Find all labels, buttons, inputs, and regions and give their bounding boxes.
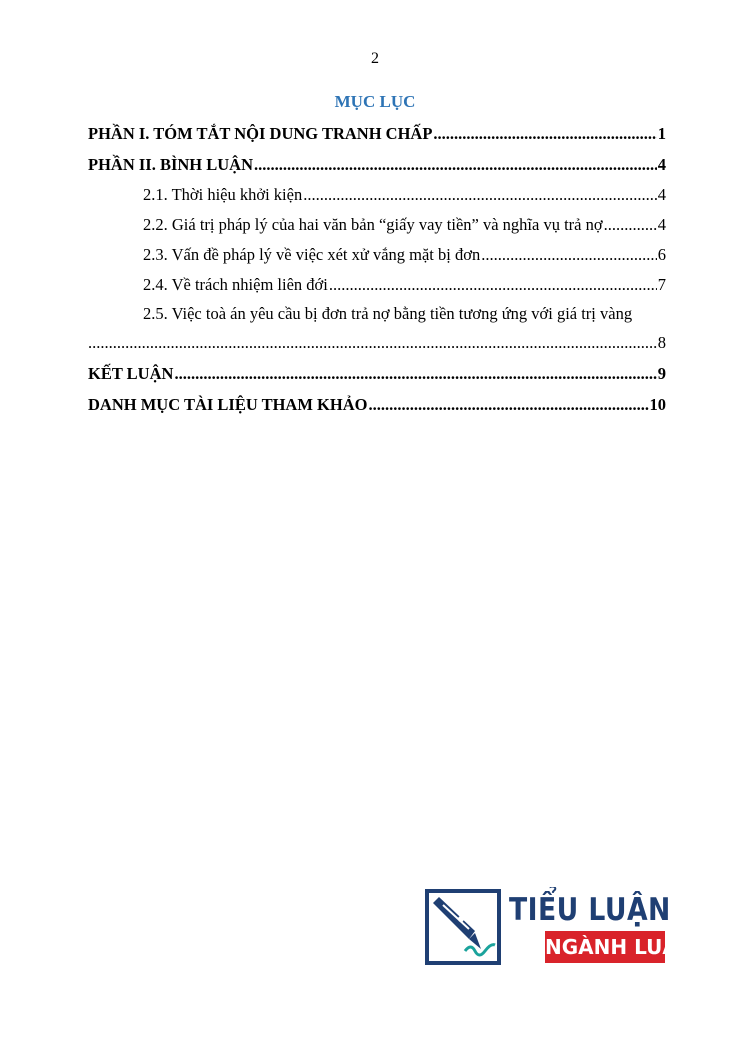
dot-leader — [254, 149, 657, 180]
toc-entry-page: 7 — [657, 275, 666, 294]
toc-entry-part-1[interactable] — [88, 118, 666, 149]
toc-entry-label: 2.5. Việc toà án yêu cầu bị đơn trả nợ bằng tiền tương ứng với giá trị vàng — [143, 304, 633, 323]
toc-entry-label: DANH MỤC TÀI LIỆU THAM KHẢO — [88, 395, 368, 414]
toc-entry-label: 2.4. Về trách nhiệm liên đới — [143, 275, 328, 294]
toc-entry-references[interactable] — [88, 389, 666, 420]
table-of-contents — [88, 118, 666, 420]
toc-entry-label: 2.1. Thời hiệu khởi kiện — [143, 185, 303, 204]
toc-entry-conclusion[interactable] — [88, 358, 666, 389]
toc-entry-page: 4 — [657, 155, 666, 174]
dot-leader — [604, 210, 657, 240]
toc-entry-page: 4 — [657, 185, 666, 204]
toc-entry-2-1[interactable] — [88, 180, 666, 210]
dot-leader — [303, 180, 657, 210]
toc-entry-page: 9 — [657, 364, 666, 383]
toc-entry-2-2[interactable] — [88, 210, 666, 240]
dot-leader — [481, 240, 657, 270]
page-number: 2 — [371, 50, 379, 67]
toc-entry-page: 8 — [657, 333, 666, 352]
toc-entry-label: PHẦN II. BÌNH LUẬN — [88, 155, 254, 174]
toc-entry-label: 2.3. Vấn đề pháp lý về việc xét xử vắng mặt bị đơn — [143, 245, 481, 264]
toc-entry-part-2[interactable] — [88, 149, 666, 180]
toc-entry-label: KẾT LUẬN — [88, 364, 174, 383]
toc-entry-label: 2.2. Giá trị pháp lý của hai văn bản “giấy vay tiền” và nghĩa vụ trả nợ — [143, 215, 603, 234]
dot-leader — [433, 118, 656, 149]
toc-title: MỤC LỤC — [334, 92, 416, 111]
toc-entry-page: 6 — [657, 245, 666, 264]
dot-leader — [368, 389, 648, 420]
dot-leader — [174, 358, 656, 389]
toc-entry-page: 10 — [649, 395, 666, 414]
logo-badge-text: NGÀNH LUẬT — [545, 931, 665, 963]
toc-entry-2-4[interactable] — [88, 270, 666, 300]
dot-leader — [88, 328, 657, 358]
toc-entry-2-3[interactable] — [88, 240, 666, 270]
toc-entry-page: 4 — [657, 215, 666, 234]
toc-entry-label: PHẦN I. TÓM TẮT NỘI DUNG TRANH CHẤP — [88, 124, 433, 143]
toc-entry-2-5[interactable] — [88, 300, 666, 358]
brand-logo — [425, 889, 692, 965]
toc-entry-page: 1 — [657, 124, 666, 143]
pen-nib-icon — [425, 889, 501, 965]
dot-leader — [329, 270, 657, 300]
logo-top-text: TIỂU LUẬN — [509, 892, 671, 928]
